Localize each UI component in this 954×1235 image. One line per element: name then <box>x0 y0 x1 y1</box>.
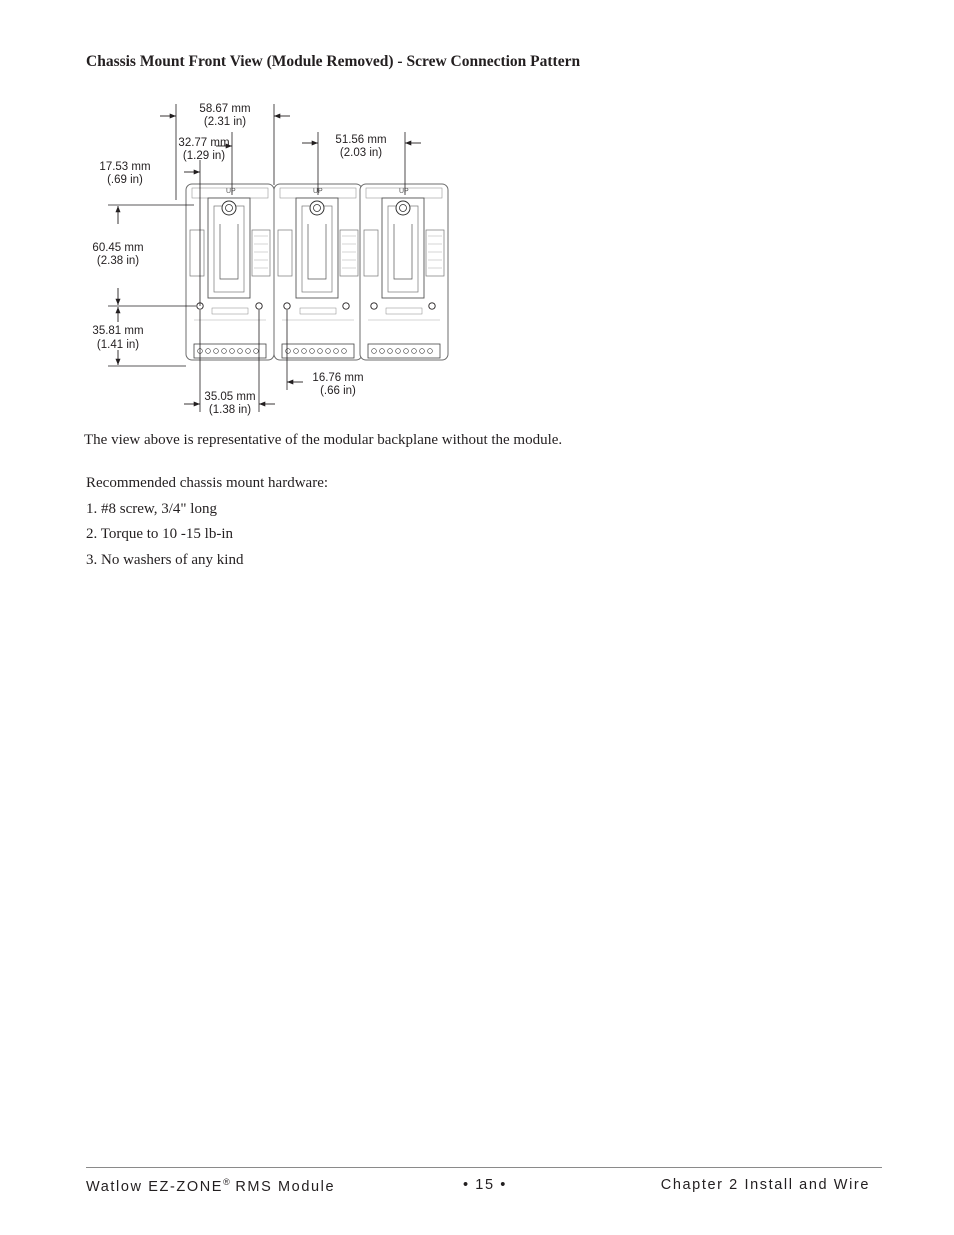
up-label: UP <box>399 188 409 195</box>
dim-2-03-in: (2.03 in) <box>339 147 383 159</box>
dim-58-67-mm: 58.67 mm <box>199 103 251 115</box>
up-label: UP <box>226 188 236 195</box>
dim-51-56-mm: 51.56 mm <box>335 134 387 146</box>
dim-2-38-in: (2.38 in) <box>96 255 140 267</box>
dim-17-53-mm: 17.53 mm <box>99 161 151 173</box>
footer-chapter: Chapter 2 Install and Wire <box>660 1177 870 1193</box>
footer-product <box>86 1177 335 1195</box>
dim-35-81-mm: 35.81 mm <box>92 325 144 337</box>
hardware-item: 3. No washers of any kind <box>86 551 244 568</box>
up-label: UP <box>313 188 323 195</box>
footer-page-number: • 15 • <box>463 1177 507 1193</box>
footer-rule <box>86 1167 882 1168</box>
hardware-title: Recommended chassis mount hardware: <box>86 475 329 491</box>
figure-caption: The view above is representative of the modular backplane without the module. <box>84 432 563 448</box>
footer-brand: Watlow EZ-ZONE <box>86 1178 224 1195</box>
dim-60-45-mm: 60.45 mm <box>92 242 144 254</box>
registered-mark: ® <box>223 1177 230 1187</box>
backplane-module-1 <box>186 184 274 360</box>
dim-35-05-mm: 35.05 mm <box>204 391 256 403</box>
dim-1-41-in: (1.41 in) <box>96 339 140 351</box>
hardware-item: 1. #8 screw, 3/4" long <box>86 500 217 517</box>
dim-1-38-in: (1.38 in) <box>208 404 252 416</box>
dim-1-29-in: (1.29 in) <box>182 150 226 162</box>
chassis-mount-diagram <box>0 0 954 430</box>
dim-2-31-in: (2.31 in) <box>203 116 247 128</box>
backplane-module-3 <box>360 184 448 360</box>
dim-0-69-in: (.69 in) <box>107 174 143 186</box>
page-heading: Chassis Mount Front View (Module Removed) - Screw Connection Pattern <box>86 53 581 70</box>
hardware-list <box>86 475 328 577</box>
footer-product-name: RMS Module <box>229 1178 336 1195</box>
hardware-item: 2. Torque to 10 -15 lb-in <box>86 526 233 542</box>
dim-0-66-in: (.66 in) <box>320 385 356 397</box>
dim-16-76-mm: 16.76 mm <box>312 372 364 384</box>
dim-32-77-mm: 32.77 mm <box>178 137 230 149</box>
